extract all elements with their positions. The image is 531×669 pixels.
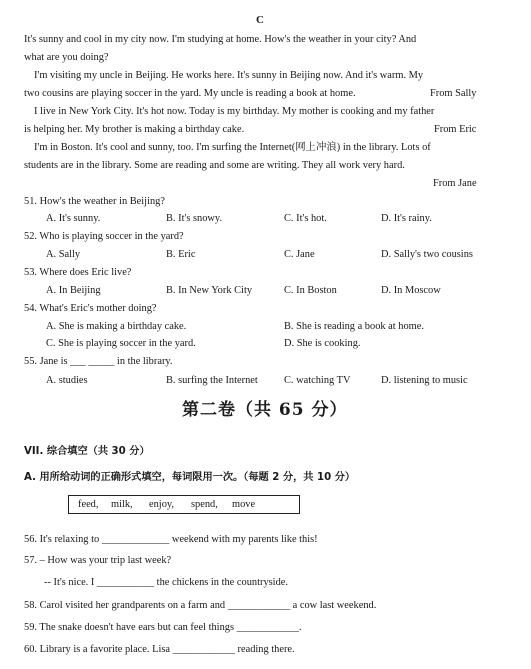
- fill-item: 56. It's relaxing to _____________ weekend with my parents like this!: [24, 534, 318, 545]
- word-bank-item: move: [232, 499, 256, 510]
- passage-line: I'm in Boston. It's cool and sunny, too. I'm surfing the Internet(网上冲浪) in the library. Lots of: [34, 142, 431, 153]
- option: D. In Moscow: [381, 285, 441, 296]
- question-stem: 53. Where does Eric live?: [24, 267, 132, 278]
- question-stem: 54. What's Eric's mother doing?: [24, 303, 157, 314]
- passage-line: what are you doing?: [24, 52, 109, 63]
- option: C. Jane: [284, 249, 315, 260]
- instruction: A. 用所给动词的正确形式填空，每词限用一次。（每题 2 分，共 10 分）: [24, 472, 356, 483]
- option: C. She is playing soccer in the yard.: [46, 338, 196, 349]
- option: A. Sally: [46, 249, 81, 260]
- option: B. She is reading a book at home.: [284, 321, 424, 332]
- option: C. In Boston: [284, 285, 337, 296]
- word-bank-item: enjoy,: [149, 499, 175, 510]
- passage-signature: From Eric: [434, 124, 477, 135]
- passage-line: It's sunny and cool in my city now. I'm studying at home. How's the weather in your city? And: [24, 34, 417, 45]
- option: D. listening to music: [381, 375, 468, 386]
- option: A. studies: [46, 375, 88, 386]
- section-letter: C: [256, 14, 264, 26]
- passage-line: I live in New York City. It's hot now. Today is my birthday. My mother is cooking and my father: [34, 106, 435, 117]
- option: A. In Beijing: [46, 285, 101, 296]
- fill-item: -- It's nice. I ___________ the chickens in the countryside.: [44, 577, 288, 588]
- fill-item: 57. – How was your trip last week?: [24, 555, 172, 566]
- option: B. It's snowy.: [166, 213, 223, 224]
- passage-line: two cousins are playing soccer in the yard. My uncle is reading a book at home.: [24, 88, 356, 99]
- option: D. It's rainy.: [381, 213, 432, 224]
- word-bank: [68, 495, 300, 514]
- word-bank-item: spend,: [191, 499, 218, 510]
- part-heading: VII. 综合填空（共 30 分）: [24, 446, 150, 457]
- option: A. She is making a birthday cake.: [46, 321, 187, 332]
- section-title: 第二卷（共 65 分）: [182, 400, 348, 420]
- option: B. surfing the Internet: [166, 375, 258, 386]
- fill-item: 58. Carol visited her grandparents on a farm and ____________ a cow last weekend.: [24, 600, 377, 611]
- question-stem: 52. Who is playing soccer in the yard?: [24, 231, 184, 242]
- option: C. watching TV: [284, 375, 351, 386]
- option: A. It's sunny.: [46, 213, 101, 224]
- passage-line: is helping her. My brother is making a birthday cake.: [24, 124, 245, 135]
- option: D. She is cooking.: [284, 338, 361, 349]
- fill-item: 60. Library is a favorite place. Lisa ____________ reading there.: [24, 644, 295, 655]
- fill-item: 59. The snake doesn't have ears but can feel things ____________.: [24, 622, 302, 633]
- option: B. Eric: [166, 249, 196, 260]
- word-bank-item: milk,: [111, 499, 133, 510]
- word-bank-item: feed,: [78, 499, 99, 510]
- option: D. Sally's two cousins: [381, 249, 473, 260]
- passage-line: students are in the library. Some are reading and some are writing. They all work very hard.: [24, 160, 405, 171]
- option: B. In New York City: [166, 285, 253, 296]
- passage-signature: From Jane: [433, 178, 477, 189]
- passage-signature: From Sally: [430, 88, 477, 99]
- passage-line: I'm visiting my uncle in Beijing. He works here. It's sunny in Beijing now. And it's warm. My: [34, 70, 424, 81]
- question-stem: 51. How's the weather in Beijing?: [24, 196, 165, 207]
- question-stem: 55. Jane is ___ _____ in the library.: [24, 356, 173, 367]
- option: C. It's hot.: [284, 213, 327, 224]
